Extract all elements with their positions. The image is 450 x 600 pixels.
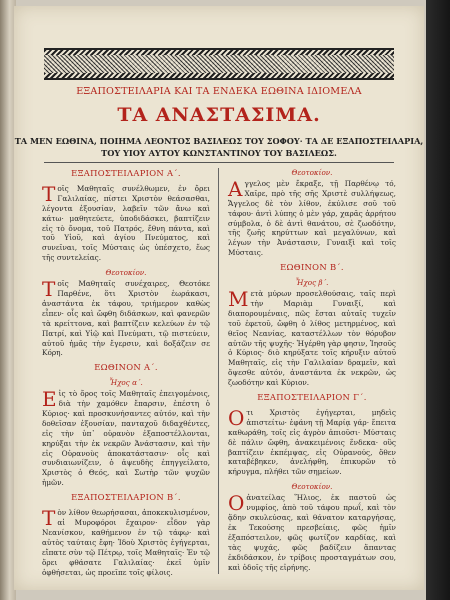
header-ornament <box>44 48 394 80</box>
hymn-text: Μετὰ μύρων προσελθούσαις, ταῖς περὶ τὴν Μαριὰμ Γυναιξί, καὶ διαπορουμέναις, πῶς ἔσται αὐταῖς τυχεῖν τοῦ ἐφετοῦ, ὤφθη ὁ λίθος μετηρμένος, καὶ θεῖος Νεανίας, καταστέλλων τὸν θόρυβον αὐτῶν τῆς ψυχῆς· Ἠγέρθη γὰρ φησιν, Ἰησοῦς ὁ Κύριος· διὸ κηρύξατε τοῖς κήρυξιν αὐτοῦ Μαθηταῖς, εἰς τὴν Γαλιλαίαν δραμεῖν, καὶ ὄψεσθε αὐτόν, ἀναστάντα ἐκ νεκρῶν, ὡς ζωοδότην καὶ Κύριον. <box>228 286 396 388</box>
section-heading: ΕΞΑΠΟΣΤΕΙΛΑΡΙΑ ΚΑΙ ΤΑ ΕΝΔΕΚΑ ΕΩΘΙΝΑ ΙΔΙΟΜΕΛΑ <box>76 86 362 97</box>
book-page <box>14 6 424 590</box>
hymn-text: Αγγελος μὲν ἔκραξε, τῇ Παρθένῳ τό, Χαῖρε, πρὸ τῆς σῆς Χριστὲ συλλήψεως, Ἄγγελος δὲ τὸν λίθον, ἐκύλισε σοῦ τοῦ τάφου· ἀντὶ λύπης ὁ μὲν γάρ, χαρᾶς ἀρρήτου σύμβολα, ὁ δὲ ἀντὶ θανάτου, σὲ ζωοδότην, τῆς ζωῆς κηρύττων καὶ μεγαλύνων, καὶ λέγων τὴν Ἀνάστασιν, Γυναιξὶ καὶ τοῖς Μύσταις. <box>228 176 396 258</box>
subtitle-line-1: ΤΑ ΜΕΝ ΕΩΘΙΝΑ, ΠΟΙΗΜΑ ΛΕΟΝΤΟΣ ΒΑΣΙΛΕΩΣ ΤΟΥ ΣΟΦΟΥ· ΤΑ ΔΕ ΕΞΑΠΟΣΤΕΙΛΑΡΙΑ, <box>14 136 424 146</box>
drop-cap: Ε <box>42 387 57 412</box>
hymn-text: Οτι Χριστὸς ἐγήγερται, μηδεὶς ἀπιστείτω· ἐφάνη τῇ Μαρίᾳ γάρ· ἔπειτα καθωράθη, τοῖς εἰς ἀγρὸν ἀπιοῦσι· Μύσταις δὲ πάλιν ὤφθη, ἀνακειμένοις ἕνδεκα· οὓς βαπτίζειν ἐκπέμψας, εἰς Οὐρανούς, ὅθεν καταβέβηκεν, ἀνελήφθη, ἐπικυρῶν τὸ κήρυγμα, πλήθει τῶν σημείων. <box>228 405 396 477</box>
column-divider <box>218 168 219 574</box>
page-title: ΤΑ ΑΝΑΣΤΑΣΙΜΑ. <box>117 104 321 126</box>
book-cover <box>426 0 450 600</box>
hymn-heading: ΕΞΑΠΟΣΤΕΙΛΑΡΙΟΝ Β΄. <box>71 492 181 503</box>
right-column <box>228 166 396 577</box>
hymn-heading: ΕΩΘΙΝΟΝ Α΄. <box>94 362 158 373</box>
drop-cap: Τ <box>42 277 56 302</box>
hymn-text: Τοῖς Μαθηταῖς συνέλθωμεν, ἐν ὄρει Γαλιλαίας, πίστει Χριστὸν θεάσασθαι, λέγοντα ἐξουσίαν, λαβεῖν τῶν ἄνω καὶ κάτω· μαθητεύετε, ὑποδιδάσκει, βαπτίζειν εἰς τὸ ὄνομα, τοῦ Πατρός, ἔθνη πάντα, καὶ τοῦ Υἱοῦ, καὶ ἁγίου Πνεύματος, καὶ συνεῖναι, τοῖς Μύσταις ὡς ὑπέσχετο, ἕως τῆς συντελείας. <box>42 181 210 263</box>
hymn-text: Τὸν λίθον θεωρήσασαι, ἀποκεκυλισμένον, αἱ Μυροφόροι ἔχαιρον· εἶδον γὰρ Νεανίσκον, καθήμενον ἐν τῷ τάφῳ· καὶ αὐτὸς ταύταις ἔφη· Ἰδοὺ Χριστὸς ἐγήγερται, εἴπατε σὺν τῷ Πέτρῳ, τοῖς Μαθηταῖς· Ἐν τῷ ὄρει φθάσατε Γαλιλαίας· ἐκεῖ ὑμῖν ὀφθήσεται, ὡς προεῖπε τοῖς φίλοις. <box>42 506 210 577</box>
drop-cap: Τ <box>42 506 56 531</box>
subtitle-line-2: ΤΟΥ ΥΙΟΥ ΑΥΤΟΥ ΚΩΝΣΤΑΝΤΙΝΟΥ ΤΟΥ ΒΑΣΙΛΕΩΣ. <box>101 148 337 158</box>
left-column <box>42 166 210 582</box>
drop-cap: Τ <box>42 181 56 206</box>
theotokion-heading: Θεοτοκίον. <box>105 268 147 278</box>
theotokion-heading: Θεοτοκίον. <box>291 482 333 492</box>
drop-cap: Ο <box>228 405 245 430</box>
drop-cap: Ο <box>228 491 245 516</box>
tone-heading: Ἦχος β΄. <box>295 278 329 288</box>
theotokion-heading: Θεοτοκίον. <box>291 168 333 177</box>
hymn-heading: ΕΞΑΠΟΣΤΕΙΛΑΡΙΟΝ Γ΄. <box>257 392 367 403</box>
tone-heading: Ἦχος α΄. <box>109 378 143 388</box>
hymn-heading: ΕΩΘΙΝΟΝ Β΄. <box>280 262 344 273</box>
drop-cap: Μ <box>228 286 249 311</box>
hymn-text: Οἀνατείλας Ἥλιος, ἐκ παστοῦ ὡς νυμφίος, ἀπὸ τοῦ τάφου πρωΐ, καὶ τὸν ᾅδην σκυλεύσας, καὶ θάνατον καταργήσας, ἐκ Τεκούσης πρεσβείαις, φῶς ἡμῖν ἐξαπόστειλον, φῶς φωτίζον καρδίας, καὶ τὰς ψυχάς, φῶς βαδίζειν ἅπαντας ἐκδιδάσκον, ἐν τρίβοις προσταγμάτων σου, καὶ ὁδοῖς τῆς εἰρήνης. <box>228 491 396 572</box>
header-rule <box>44 162 394 163</box>
hymn-text: Τοῖς Μαθηταῖς συνέχαιρες, Θεοτόκε Παρθένε, ὅτι Χριστὸν ἑωράκασι, ἀναστάντα ἐκ τάφου, τριήμερον καθὼς εἶπεν· οἷς καὶ ὤφθη διδάσκων, καὶ φανερῶν τὰ κρείττονα, καὶ βαπτίζειν κελεύων ἐν τῷ Πατρί, καὶ Υἱῷ καὶ Πνεύματι, τῷ πιστεύειν, αὐτοῦ ἡμᾶς τὴν ἔγερσιν, καὶ δοξάζειν σε Κόρη. <box>42 277 210 358</box>
hymn-heading: ΕΞΑΠΟΣΤΕΙΛΑΡΙΟΝ Α΄. <box>71 168 181 178</box>
drop-cap: Α <box>228 176 243 201</box>
hymn-text: Εἰς τὸ ὄρος τοῖς Μαθηταῖς ἐπειγομένοις, διὰ τὴν χαμόθεν ἔπαρσιν, ἐπέστη ὁ Κύριος· καὶ προσκυνήσαντες αὐτόν, καὶ τὴν δοθεῖσαν ἐξουσίαν, πανταχοῦ διδαχθέντες, εἰς τὴν ὑπ᾽ οὐρανὸν ἐξαποστέλλονται, κηρύξαι τὴν ἐκ νεκρῶν Ἀνάστασιν, καὶ τὴν εἰς Οὐρανοὺς ἀποκατάστασιν· οἷς καὶ συνδιαιωνίζειν, ὁ ἀψευδὴς ἐπηγγείλατο, Χριστὸς ὁ Θεός, καὶ Σωτὴρ τῶν ψυχῶν ἡμῶν. <box>42 387 210 488</box>
